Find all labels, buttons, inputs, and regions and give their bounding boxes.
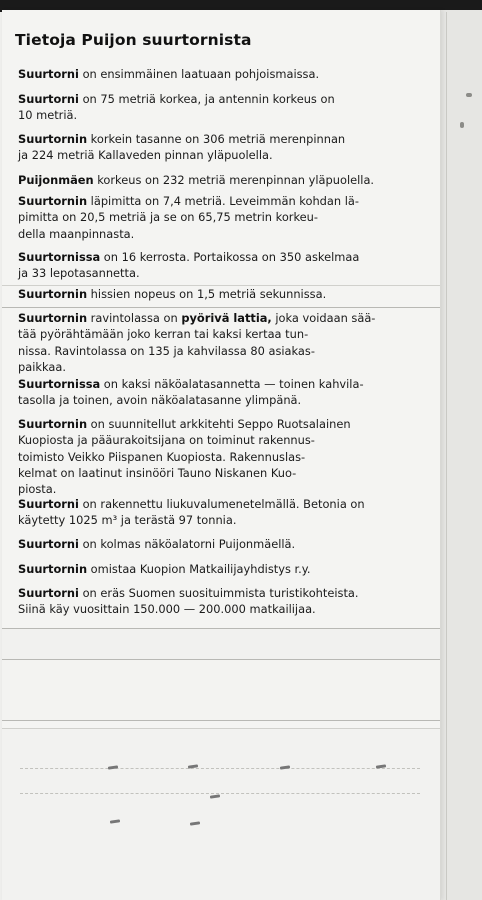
fact-text: läpimitta on 7,4 metriä. Leveimmän kohdan lä- pimitta on 20,5 metriä ja se on 65,75 metrin korkeu- della maanpinnasta. xyxy=(18,194,359,241)
fact-lead: Suurtorni xyxy=(18,92,79,106)
fact-lead: Suurtornin xyxy=(18,287,88,301)
fact-text: korkein tasanne on 306 metriä merenpinnan ja 224 metriä Kallaveden pinnan yläpuolella. xyxy=(18,132,346,163)
paper-speck xyxy=(460,122,464,128)
fact-paragraph xyxy=(18,536,430,552)
perforation-line xyxy=(20,768,420,769)
page-title: Tietoja Puijon suurtornista xyxy=(15,31,252,49)
fact-lead: Suurtornin xyxy=(18,311,88,325)
blank-flap xyxy=(2,629,440,659)
fact-paragraph xyxy=(18,91,430,124)
fact-text: on ensimmäinen laatuaan pohjoismaissa. xyxy=(78,67,320,81)
fact-text: on suunnitellut arkkitehti Seppo Ruotsalainen Kuopiosta ja pääurakoitsijana on toiminut rakennus- toimisto Veikko Piispanen Kuopiosta. Rakennuslas- kelmat on laatinut insinööri Tauno Niskanen Kuo- piosta. xyxy=(18,417,351,497)
fact-paragraph xyxy=(18,561,430,577)
perforation-line xyxy=(20,793,420,794)
fold-crease xyxy=(2,720,440,721)
fact-text: on kaksi näköalatasannetta — toinen kahvila- tasolla ja toinen, avoin näköalatasanne ylimpänä. xyxy=(18,377,364,408)
fact-text: ravintolassa on xyxy=(87,311,182,325)
fact-lead: Suurtornin xyxy=(18,562,88,576)
fact-text: on 75 metriä korkea, ja antennin korkeus on 10 metriä. xyxy=(18,92,335,123)
fact-lead: Suurtorni xyxy=(18,67,79,81)
fact-text: on 16 kerrosta. Portaikossa on 350 askelmaa ja 33 lepotasannetta. xyxy=(18,250,360,281)
fact-lead: Suurtorni xyxy=(18,497,79,511)
fact-paragraph xyxy=(18,376,430,409)
fact-lead: Puijonmäen xyxy=(18,173,94,187)
folded-edge-strip xyxy=(441,10,482,900)
fact-text: on kolmas näköalatorni Puijonmäellä. xyxy=(78,537,296,551)
fact-paragraph xyxy=(18,416,430,497)
fact-lead: Suurtorni xyxy=(18,586,79,600)
fact-text: on rakennettu liukuvalumenetelmällä. Betonia on käytetty 1025 m³ ja terästä 97 tonnia. xyxy=(18,497,365,528)
fact-paragraph xyxy=(18,193,430,242)
fact-lead: Suurtornin xyxy=(18,132,88,146)
fact-paragraph xyxy=(18,585,430,618)
fold-crease xyxy=(2,307,440,308)
fact-lead: Suurtornissa xyxy=(18,250,101,264)
fact-text: joka voidaan sää- tää pyörähtämään joko kerran tai kaksi kertaa tun- nissa. Ravintolassa on 135 ja kahvilassa 80 asiakas- paikkaa. xyxy=(18,311,376,374)
fact-text: hissien nopeus on 1,5 metriä sekunnissa. xyxy=(87,287,327,301)
matchbook-strike-area xyxy=(2,729,440,900)
fact-paragraph xyxy=(18,131,430,164)
fact-text: korkeus on 232 metriä merenpinnan yläpuolella. xyxy=(93,173,375,187)
fact-paragraph xyxy=(18,496,430,529)
fact-paragraph xyxy=(18,249,430,282)
paper-speck xyxy=(466,93,472,97)
fold-gutter xyxy=(446,12,447,900)
fact-text: omistaa Kuopion Matkailijayhdistys r.y. xyxy=(87,562,311,576)
fact-lead: Suurtorni xyxy=(18,537,79,551)
fact-paragraph xyxy=(18,286,430,302)
fact-highlight: pyörivä lattia, xyxy=(181,311,272,325)
fact-paragraph xyxy=(18,66,430,82)
fact-text: on eräs Suomen suosituimmista turistikohteista. Siinä käy vuosittain 150.000 — 200.000 matkailijaa. xyxy=(18,586,359,617)
fact-lead: Suurtornin xyxy=(18,417,88,431)
fact-lead: Suurtornissa xyxy=(18,377,101,391)
fact-paragraph xyxy=(18,172,430,188)
fact-paragraph xyxy=(18,310,430,375)
blank-flap xyxy=(2,660,440,720)
fact-lead: Suurtornin xyxy=(18,194,88,208)
